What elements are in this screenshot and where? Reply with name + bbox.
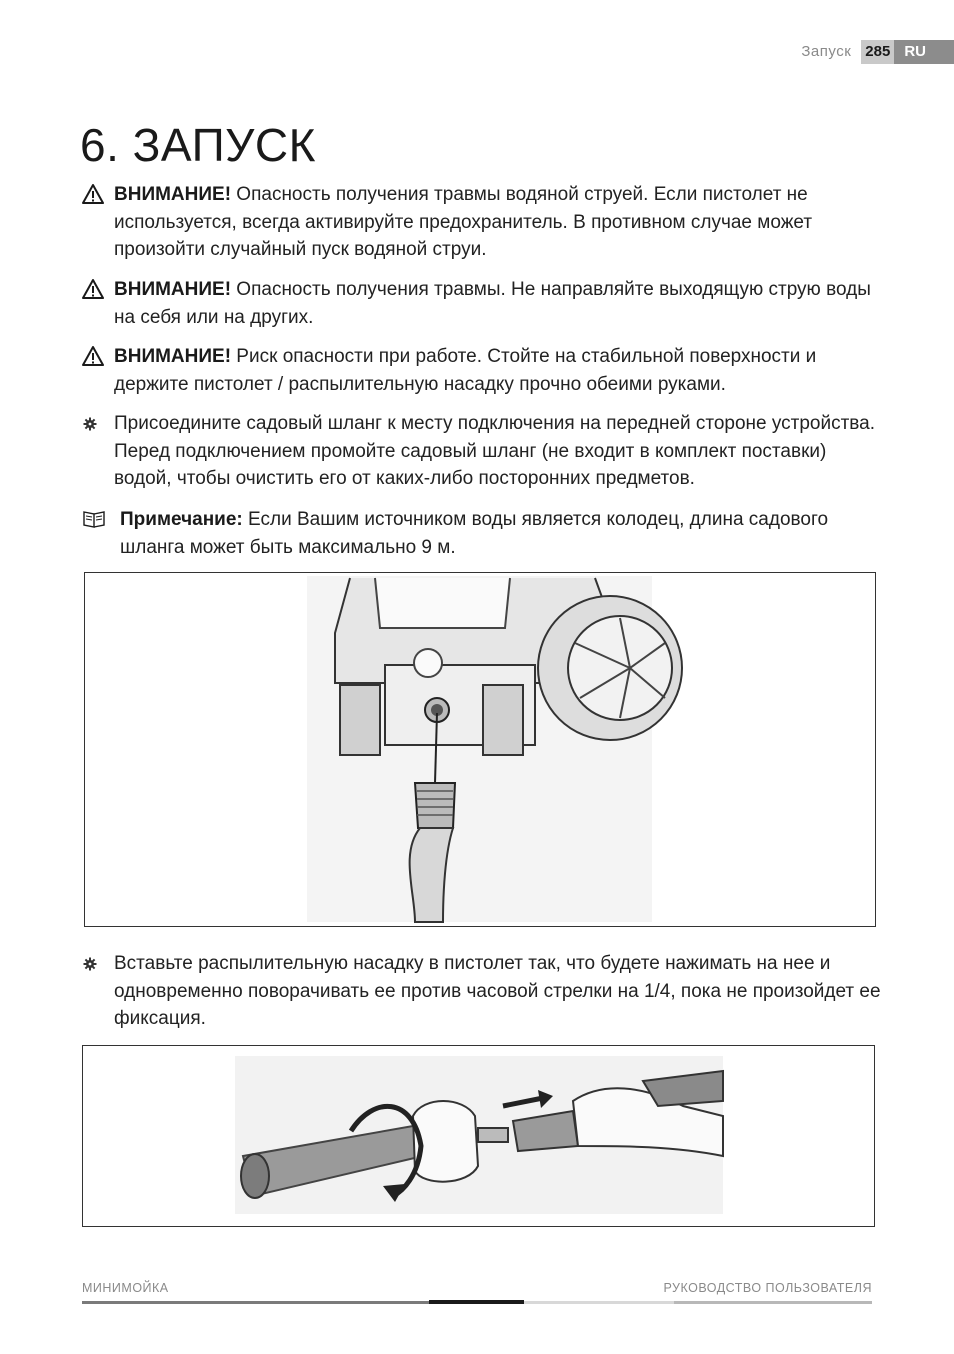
warning-text: Риск опасности при работе. Стойте на стабильной поверхности и держите пистолет / распылительную насадку прочно обеими руками. [114,346,817,395]
warning-triangle-icon [82,345,104,367]
warning-label: ВНИМАНИЕ! [114,279,232,300]
warning-block-2 [82,276,882,331]
warning-triangle-icon [82,183,104,205]
header-page-number: 285 [861,40,894,64]
warning-label: ВНИМАНИЕ! [114,346,232,367]
warning-text: Опасность получения травмы водяной струей. Если пистолет не используется, всегда активируйте предохранитель. В противном случае может произойти случайный пуск водяной струи. [114,184,813,260]
footer-bar-left [82,1301,429,1304]
warning-block-3 [82,343,882,398]
page-header [801,40,954,64]
nozzle-into-gun-drawing [83,1046,874,1226]
step-text: Присоедините садовый шланг к месту подключения на передней стороне устройства. Перед подключением промойте садовый шланг (не входит в комплект поставки) водой, чтобы очистить его от каких-либо посторонних предметов. [114,413,876,489]
warning-text: Опасность получения травмы. Не направляйте выходящую струю воды на себя или на других. [114,279,871,328]
note-text: Если Вашим источником воды является колодец, длина садового шланга может быть максимально 9 м. [120,509,829,558]
gear-bullet-icon [82,414,104,436]
header-section-name: Запуск [801,43,852,60]
pressure-washer-hose-drawing [85,573,875,926]
warning-triangle-icon [82,278,104,300]
nozzle-insertion-illustration [82,1045,875,1227]
footer-product-name: МИНИМОЙКА [82,1281,169,1295]
page-title: 6. ЗАПУСК [80,119,316,171]
gear-bullet-icon [82,954,104,976]
footer-bar-right [674,1301,872,1304]
hose-connection-illustration [84,572,876,927]
header-language-tab: RU [894,40,954,64]
warning-block-1 [82,181,882,264]
footer-bar-mid [524,1301,674,1304]
footer-bar-center [429,1300,524,1304]
note-label: Примечание: [120,509,243,530]
note-block [82,506,882,561]
warning-label: ВНИМАНИЕ! [114,184,232,205]
open-book-icon [82,508,108,530]
footer-document-name: РУКОВОДСТВО ПОЛЬЗОВАТЕЛЯ [663,1281,872,1295]
step-block-1 [82,410,882,493]
step-text: Вставьте распылительную насадку в пистолет так, что будете нажимать на нее и одновременно поворачивать ее против часовой стрелки на 1/4, пока не произойдет ее фиксация. [114,953,881,1029]
step-block-2 [82,950,882,1033]
